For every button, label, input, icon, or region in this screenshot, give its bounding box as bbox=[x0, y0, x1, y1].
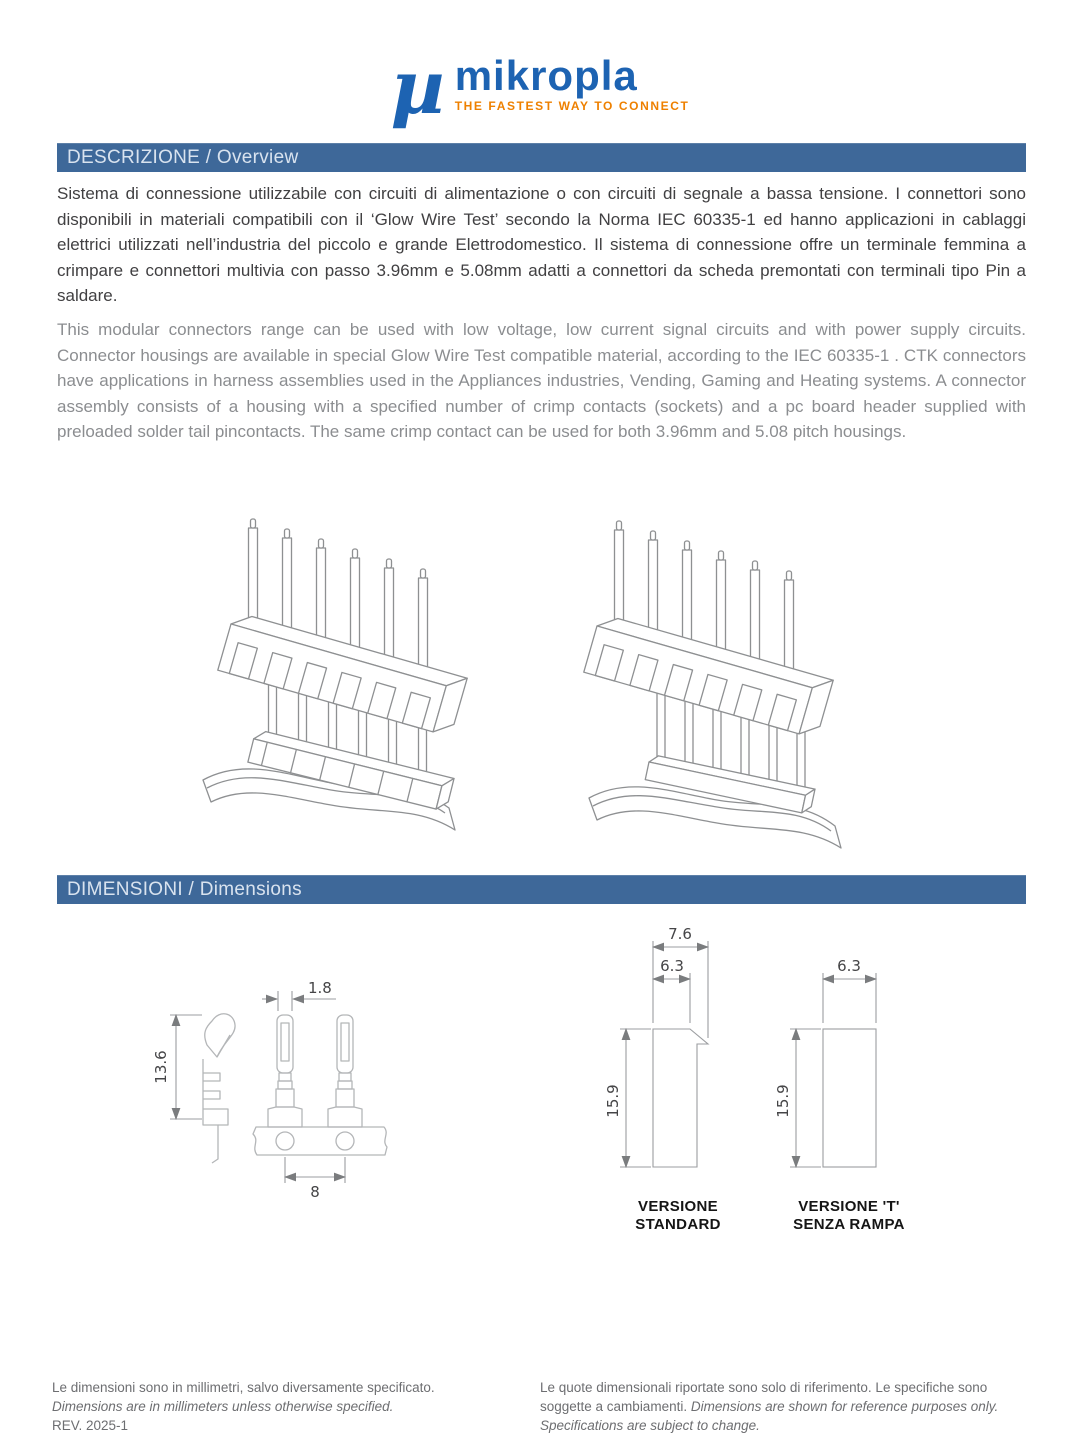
logo-text-block bbox=[454, 51, 690, 113]
caption-t-line1: VERSIONE 'T' bbox=[798, 1198, 900, 1215]
terminal-front-view bbox=[253, 1015, 387, 1155]
dimensions-figures bbox=[0, 905, 1080, 1375]
dim-label-pin-width: 1.8 bbox=[308, 979, 332, 997]
caption-t-line2: SENZA RAMPA bbox=[793, 1216, 905, 1233]
dim-label-standard-outer: 7.6 bbox=[668, 925, 692, 943]
connector-figures bbox=[0, 468, 1080, 858]
connector-assembly-drawing-left bbox=[181, 468, 531, 858]
logo bbox=[0, 45, 1080, 131]
housing-left bbox=[218, 612, 467, 737]
section-title-dimensions: DIMENSIONI / Dimensions bbox=[67, 879, 302, 900]
connector-assembly-drawing-right bbox=[549, 476, 899, 856]
dim-label-t-width: 6.3 bbox=[837, 957, 861, 975]
terminal-side-view bbox=[203, 1014, 235, 1163]
footer-disclaimer-it: Le quote dimensionali riportate sono solo di riferimento. Le specifiche sono soggette a cambiamenti. bbox=[540, 1380, 988, 1414]
caption-standard-line2: STANDARD bbox=[635, 1216, 721, 1233]
housing-profiles-drawing bbox=[578, 911, 938, 1256]
brand-name: mikropla bbox=[454, 51, 638, 99]
caption-standard-line1: VERSIONE bbox=[638, 1198, 718, 1215]
section-header-dimensions bbox=[57, 875, 1026, 904]
footer-disclaimer-en: Dimensions are shown for reference purposes only. Specifications are subject to change. bbox=[540, 1399, 999, 1433]
mu-logo-icon: µ bbox=[390, 45, 445, 131]
section-title-description: DESCRIZIONE / Overview bbox=[67, 147, 299, 168]
t-version-profile bbox=[774, 957, 905, 1233]
section-header-description bbox=[57, 143, 1026, 172]
paragraph-english: This modular connectors range can be used with low voltage, low current signal circuits and with power supply circuits. Connector housings are available in special Glow Wire Test compatible material, according to the IEC 60335-1 . CTK connectors have applications in harness assemblies used in the Appliances industries, Vending, Gaming and Heating systems. A connector assembly consists of a housing with a specified number of crimp contacts (sockets) and a pc board header supplied with preloaded solder tail pincontacts. The same crimp contact can be used for both 3.96mm and 5.08 pitch housings. bbox=[57, 320, 1026, 441]
dim-label-t-height: 15.9 bbox=[774, 1084, 792, 1118]
footer-revision: REV. 2025-1 bbox=[52, 1418, 129, 1433]
terminal-dimension-drawing bbox=[140, 977, 440, 1209]
footer-note-en: Dimensions are in millimeters unless otherwise specified. bbox=[52, 1399, 394, 1414]
footer-right bbox=[540, 1378, 1040, 1435]
housing-right bbox=[584, 614, 833, 739]
dim-label-standard-height: 15.9 bbox=[604, 1084, 622, 1118]
dim-label-standard-inner: 6.3 bbox=[660, 957, 684, 975]
dim-label-pitch: 8 bbox=[310, 1183, 320, 1201]
footer-left bbox=[52, 1378, 522, 1435]
standard-version-profile bbox=[604, 925, 721, 1233]
dim-label-terminal-height: 13.6 bbox=[152, 1050, 170, 1084]
paragraph-italian: Sistema di connessione utilizzabile con circuiti di alimentazione o con circuiti di segnale a bassa tensione. I connettori sono disponibili in materiali compatibili con il ‘Glow Wire Test’ secondo la Norma IEC 60335-1 ed hanno applicazioni in cablaggi elettrici utilizzati nell’industria del piccolo e grande Elettrodomestico. Il sistema di connessione offre un terminale femmina a crimpare e connettori multivia con passo 3.96mm e 5.08mm adatti a connettori da scheda premontati con terminali tipo Pin a saldare. bbox=[57, 184, 1026, 305]
footer-note-it: Le dimensioni sono in millimetri, salvo diversamente specificato. bbox=[52, 1380, 435, 1395]
brand-tagline: THE FASTEST WAY TO CONNECT bbox=[454, 98, 690, 113]
